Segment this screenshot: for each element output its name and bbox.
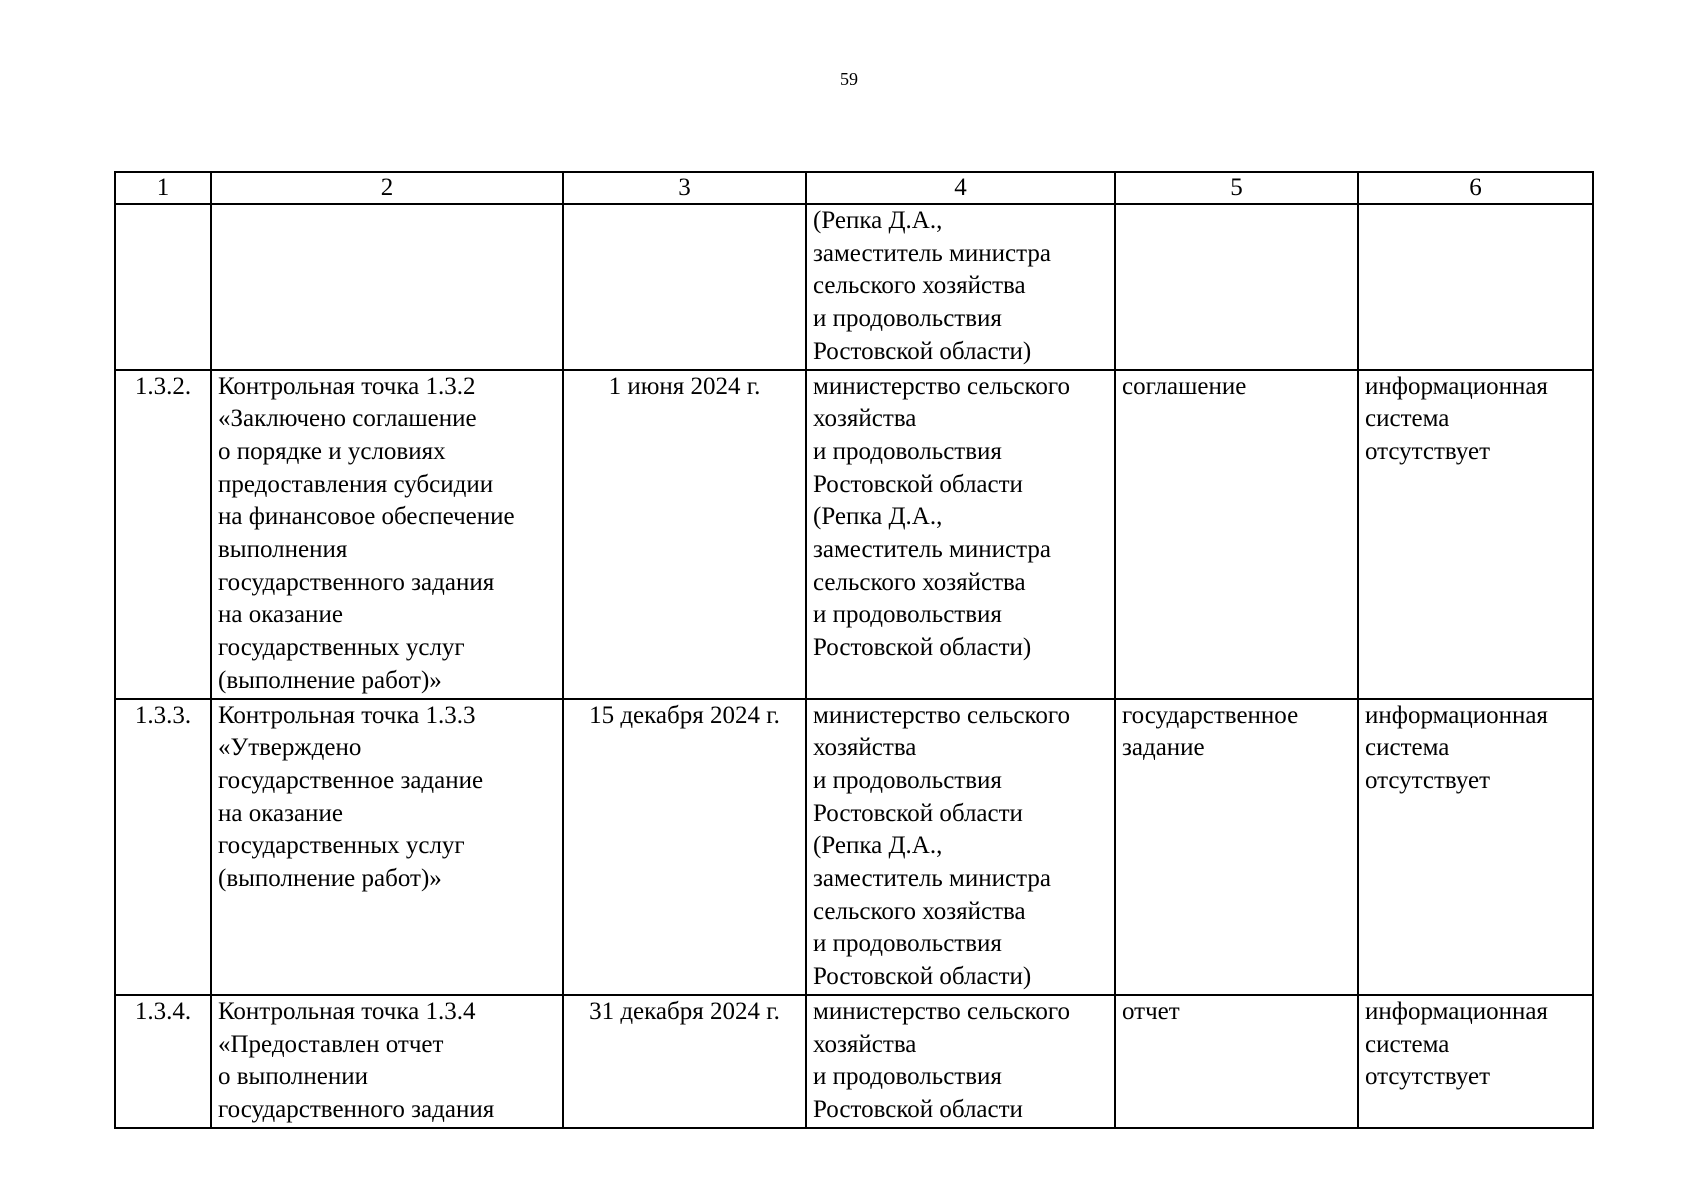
row-number-cell: 1.3.3.: [115, 699, 211, 995]
deadline-cell: 31 декабря 2024 г.: [563, 995, 806, 1128]
document-type-cell: соглашение: [1115, 370, 1358, 699]
document-type-cell: государственное задание: [1115, 699, 1358, 995]
column-header: 3: [563, 172, 806, 204]
control-point-name-cell: [211, 204, 563, 370]
page-number: 59: [840, 69, 858, 89]
table-row: [115, 370, 1593, 699]
info-system-cell: [1358, 204, 1593, 370]
control-point-name-cell: Контрольная точка 1.3.2 «Заключено соглашение о порядке и условиях предоставления субсидии на финансовое обеспечение выполнения государственного задания на оказание государственных услуг (выполнение работ)»: [211, 370, 563, 699]
table-row: [115, 995, 1593, 1128]
table-header-row: [115, 172, 1593, 204]
table-row: [115, 699, 1593, 995]
control-points-table: [114, 171, 1594, 1129]
info-system-cell: информационная система отсутствует: [1358, 995, 1593, 1128]
table-row: [115, 204, 1593, 370]
document-type-cell: [1115, 204, 1358, 370]
deadline-cell: [563, 204, 806, 370]
document-type-cell: отчет: [1115, 995, 1358, 1128]
column-header: 1: [115, 172, 211, 204]
row-number-cell: 1.3.2.: [115, 370, 211, 699]
info-system-cell: информационная система отсутствует: [1358, 699, 1593, 995]
column-header: 2: [211, 172, 563, 204]
deadline-cell: 15 декабря 2024 г.: [563, 699, 806, 995]
deadline-cell: 1 июня 2024 г.: [563, 370, 806, 699]
column-header: 6: [1358, 172, 1593, 204]
responsible-cell: министерство сельского хозяйства и продовольствия Ростовской области: [806, 995, 1115, 1128]
responsible-cell: министерство сельского хозяйства и продовольствия Ростовской области (Репка Д.А., заместитель министра сельского хозяйства и продовольствия Ростовской области): [806, 370, 1115, 699]
control-point-name-cell: Контрольная точка 1.3.3 «Утверждено государственное задание на оказание государственных услуг (выполнение работ)»: [211, 699, 563, 995]
control-point-name-cell: Контрольная точка 1.3.4 «Предоставлен отчет о выполнении государственного задания: [211, 995, 563, 1128]
column-header: 4: [806, 172, 1115, 204]
row-number-cell: [115, 204, 211, 370]
responsible-cell: (Репка Д.А., заместитель министра сельского хозяйства и продовольствия Ростовской области): [806, 204, 1115, 370]
column-header: 5: [1115, 172, 1358, 204]
row-number-cell: 1.3.4.: [115, 995, 211, 1128]
info-system-cell: информационная система отсутствует: [1358, 370, 1593, 699]
responsible-cell: министерство сельского хозяйства и продовольствия Ростовской области (Репка Д.А., заместитель министра сельского хозяйства и продовольствия Ростовской области): [806, 699, 1115, 995]
